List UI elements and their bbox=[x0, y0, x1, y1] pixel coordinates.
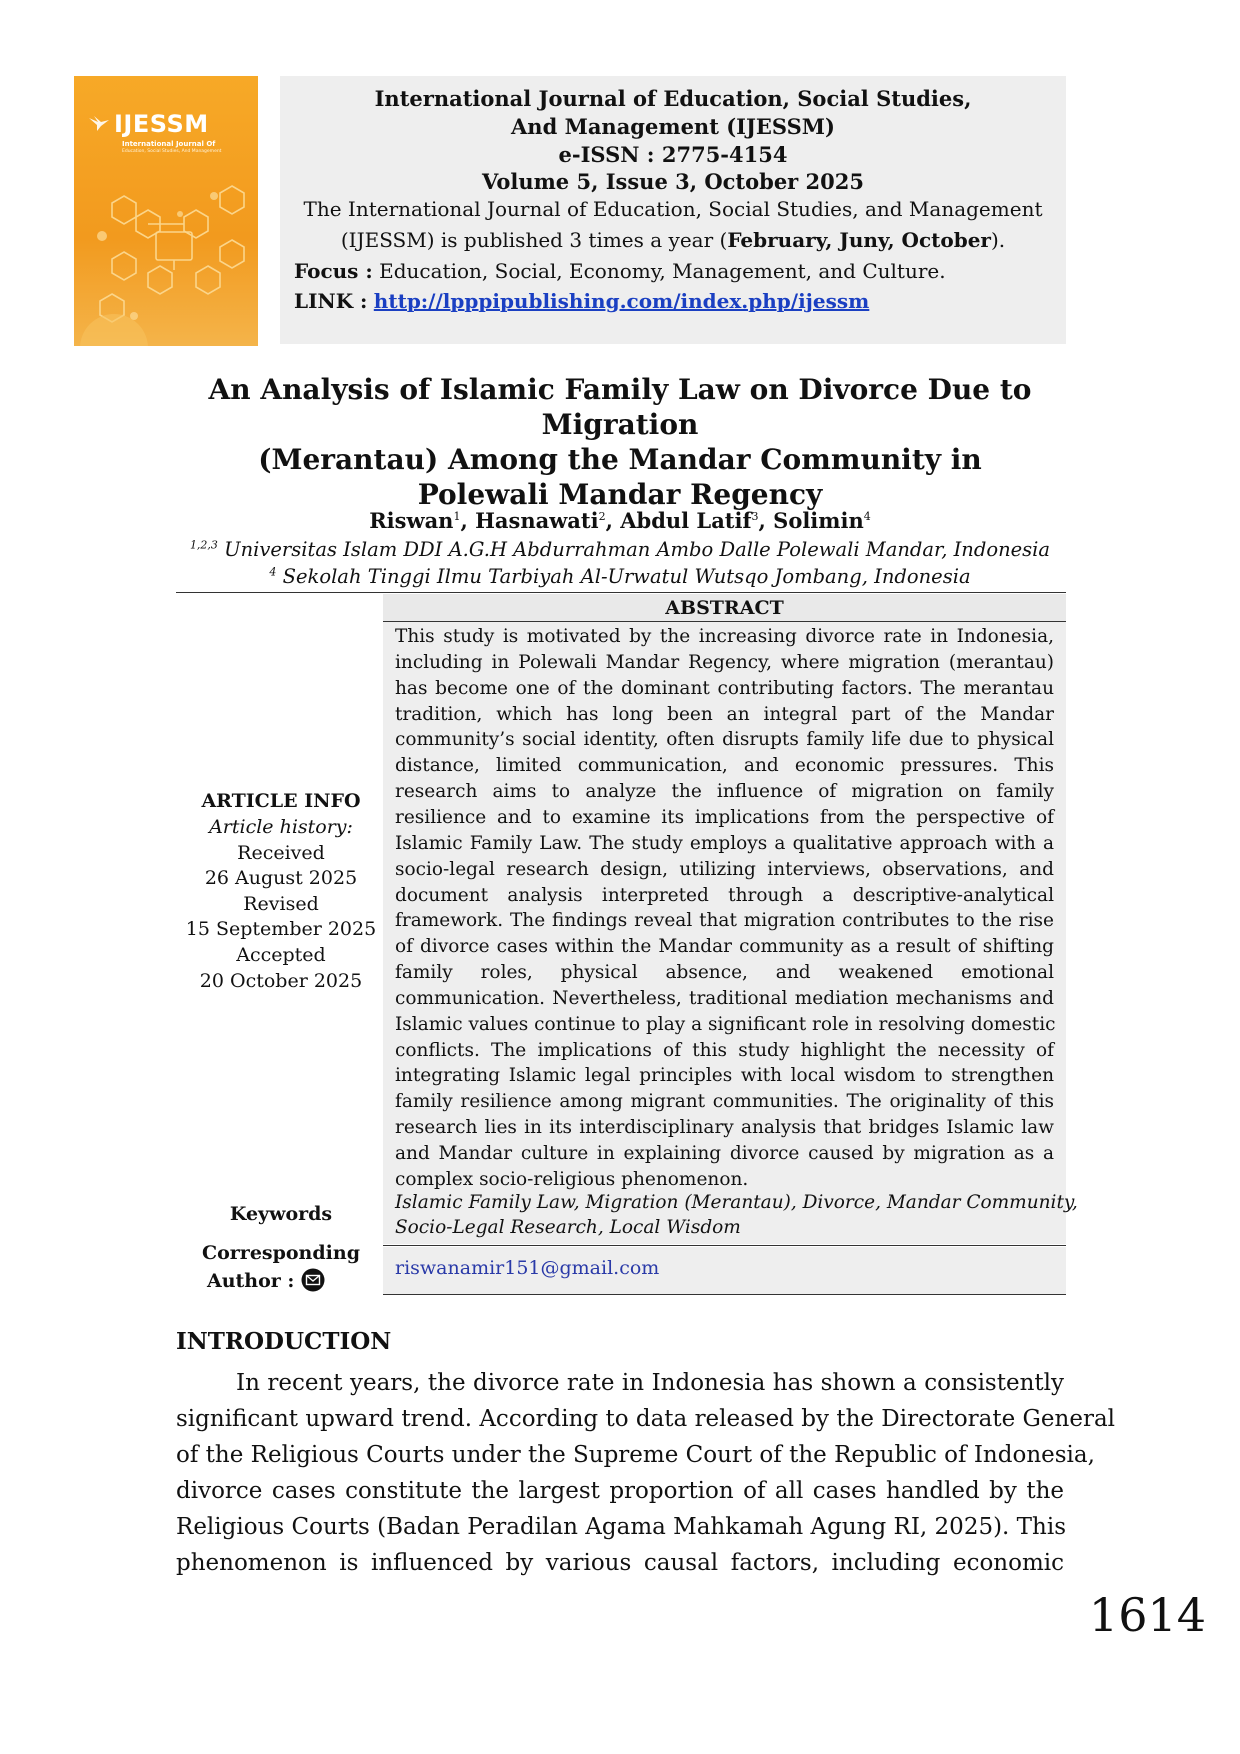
focus-label: Focus : bbox=[294, 259, 373, 283]
envelope-icon bbox=[301, 1268, 325, 1292]
journal-description-line-1: The International Journal of Education, Social Studies, and Management bbox=[303, 197, 1043, 221]
affiliation-2: $^4$ Sekolah Tinggi Ilmu Tarbiyah Al-Urwatul Wutsqo Jombang, Indonesia bbox=[269, 565, 971, 588]
article-info-heading: ARTICLE INFO bbox=[201, 790, 361, 812]
introduction-line: Religious Courts (Badan Peradilan Agama Mahkamah Agung RI, 2025). This bbox=[176, 1514, 1066, 1540]
abstract-line: Islamic Family Law. The study employs a qualitative approach with a bbox=[395, 832, 1054, 854]
keywords-line: Islamic Family Law, Migration (Merantau), Divorce, Mandar Community, bbox=[395, 1192, 1078, 1213]
revised-date: 15 September 2025 bbox=[185, 918, 377, 940]
journal-info-box bbox=[280, 76, 1066, 344]
abstract-line: communication. Nevertheless, traditional mediation mechanisms and bbox=[395, 987, 1054, 1009]
journal-description-line-2: (IJESSM) is published 3 times a year (February, Juny, October). bbox=[340, 228, 1006, 252]
journal-issn: e-ISSN : 2775-4154 bbox=[558, 142, 788, 167]
cover-illustration bbox=[74, 166, 258, 346]
introduction-heading: INTRODUCTION bbox=[176, 1328, 392, 1355]
abstract-line: research lies in its interdisciplinary analysis that bridges Islamic law bbox=[395, 1117, 1054, 1139]
cover-subtitle: International Journal Of bbox=[122, 140, 216, 148]
cover-subtitle-2: Education, Social Studies, And Management bbox=[122, 149, 222, 154]
introduction-line: phenomenon is influenced by various causal factors, including economic bbox=[176, 1550, 1064, 1576]
abstract-line: distance, limited communication, and economic pressures. This bbox=[395, 755, 1054, 777]
corresponding-email-link[interactable]: riswanamir151@gmail.com bbox=[395, 1257, 660, 1279]
abstract-text bbox=[383, 622, 1066, 1192]
cover-brand: IJESSM bbox=[114, 110, 209, 138]
abstract-line: has become one of the dominant contributing factors. The merantau bbox=[395, 677, 1054, 699]
article-title-line-1: An Analysis of Islamic Family Law on Divorce Due to Migration bbox=[208, 373, 1032, 441]
journal-link-row bbox=[294, 289, 869, 313]
article-history-label: Article history: bbox=[209, 816, 353, 838]
abstract-line: community’s social identity, often disrupts family life due to physical bbox=[395, 729, 1054, 751]
keywords-label: Keywords bbox=[229, 1203, 333, 1225]
table-top-rule bbox=[176, 592, 1066, 593]
introduction-line: divorce cases constitute the largest proportion of all cases handled by the bbox=[176, 1478, 1064, 1504]
keywords-cell bbox=[383, 1192, 1078, 1244]
author-label: Author : bbox=[206, 1270, 295, 1292]
introduction-line: significant upward trend. According to data released by the Directorate General bbox=[176, 1406, 1116, 1432]
author-name: Solimin bbox=[773, 508, 864, 533]
abstract-line: research aims to analyze the influence of migration on family bbox=[395, 781, 1054, 803]
journal-volume: Volume 5, Issue 3, October 2025 bbox=[481, 169, 865, 194]
abstract-line: tradition, which has long been an integral part of the Mandar bbox=[395, 703, 1054, 725]
accepted-date: 20 October 2025 bbox=[199, 970, 363, 992]
abstract-line: This study is motivated by the increasing divorce rate in Indonesia, bbox=[395, 626, 1054, 647]
author-label-row bbox=[176, 1268, 356, 1292]
keywords-bottom-rule bbox=[383, 1245, 1066, 1246]
author-name: Riswan bbox=[369, 508, 454, 533]
abstract-line: integrating Islamic legal principles with local wisdom to strengthen bbox=[395, 1065, 1054, 1087]
author-name: Hasnawati bbox=[475, 508, 599, 533]
abstract-line: Islamic values continue to play a significant role in resolving domestic bbox=[395, 1013, 1056, 1035]
abstract-line: of divorce cases within the Mandar community as a result of shifting bbox=[395, 936, 1054, 958]
abstract-line: family resilience among migrant communities. The originality of this bbox=[395, 1091, 1054, 1113]
focus-text: Education, Social, Economy, Management, and Culture. bbox=[372, 259, 946, 283]
introduction-line: of the Religious Courts under the Supreme Court of the Republic of Indonesia, bbox=[176, 1442, 1095, 1468]
abstract-line: conflicts. The implications of this study highlight the necessity of bbox=[395, 1039, 1054, 1061]
page-number: 1614 bbox=[1088, 1588, 1206, 1642]
author-name: Abdul Latif bbox=[620, 508, 752, 533]
journal-url-link[interactable]: http://lpppipublishing.com/index.php/ijessm bbox=[373, 289, 870, 313]
publication-months: February, Juny, October bbox=[727, 228, 991, 252]
abstract-heading: ABSTRACT bbox=[383, 594, 1066, 622]
link-label: LINK : bbox=[294, 289, 368, 313]
abstract-line: family roles, physical absence, and weakened emotional bbox=[395, 962, 1054, 984]
article-title-line-3: Polewali Mandar Regency bbox=[417, 478, 823, 511]
accepted-label: Accepted bbox=[236, 944, 326, 966]
abstract-line: and Mandar culture in explaining divorce caused by migration as a bbox=[395, 1143, 1054, 1164]
abstract-line: complex socio-religious phenomenon. bbox=[395, 1168, 749, 1190]
corresponding-label: Corresponding bbox=[202, 1242, 360, 1264]
journal-title-line-2: And Management (IJESSM) bbox=[511, 114, 835, 139]
received-date: 26 August 2025 bbox=[204, 867, 358, 889]
abstract-line: framework. The findings reveal that migration contributes to the rise bbox=[395, 910, 1054, 932]
journal-focus bbox=[294, 259, 946, 283]
abstract-line: document analysis interpreted through a descriptive-analytical bbox=[395, 884, 1054, 906]
keywords-line: Socio-Legal Research, Local Wisdom bbox=[395, 1217, 741, 1238]
abstract-line: resilience and to examine its implications from the perspective of bbox=[395, 806, 1054, 828]
journal-cover-image bbox=[74, 76, 258, 346]
introduction-line: In recent years, the divorce rate in Indonesia has shown a consistently bbox=[236, 1370, 1064, 1396]
author-list: Riswan$^1$, Hasnawati$^2$, Abdul Latif$^3$, Solimin$^4$ bbox=[369, 508, 871, 533]
email-cell bbox=[383, 1247, 1066, 1294]
abstract-line: including in Polewali Mandar Regency, where migration (merantau) bbox=[395, 651, 1054, 673]
table-bottom-rule bbox=[383, 1294, 1066, 1295]
article-title-line-2: (Merantau) Among the Mandar Community in bbox=[258, 443, 982, 476]
revised-label: Revised bbox=[243, 893, 319, 915]
abstract-line: socio-legal research design, utilizing interviews, observations, and bbox=[395, 858, 1054, 880]
bird-logo-icon bbox=[88, 114, 110, 132]
journal-title-line-1: International Journal of Education, Social Studies, bbox=[374, 86, 972, 111]
affiliation-1: $^{1,2,3}$ Universitas Islam DDI A.G.H Abdurrahman Ambo Dalle Polewali Mandar, Indonesia bbox=[189, 538, 1051, 561]
article-title bbox=[140, 372, 1100, 512]
received-label: Received bbox=[237, 842, 325, 864]
